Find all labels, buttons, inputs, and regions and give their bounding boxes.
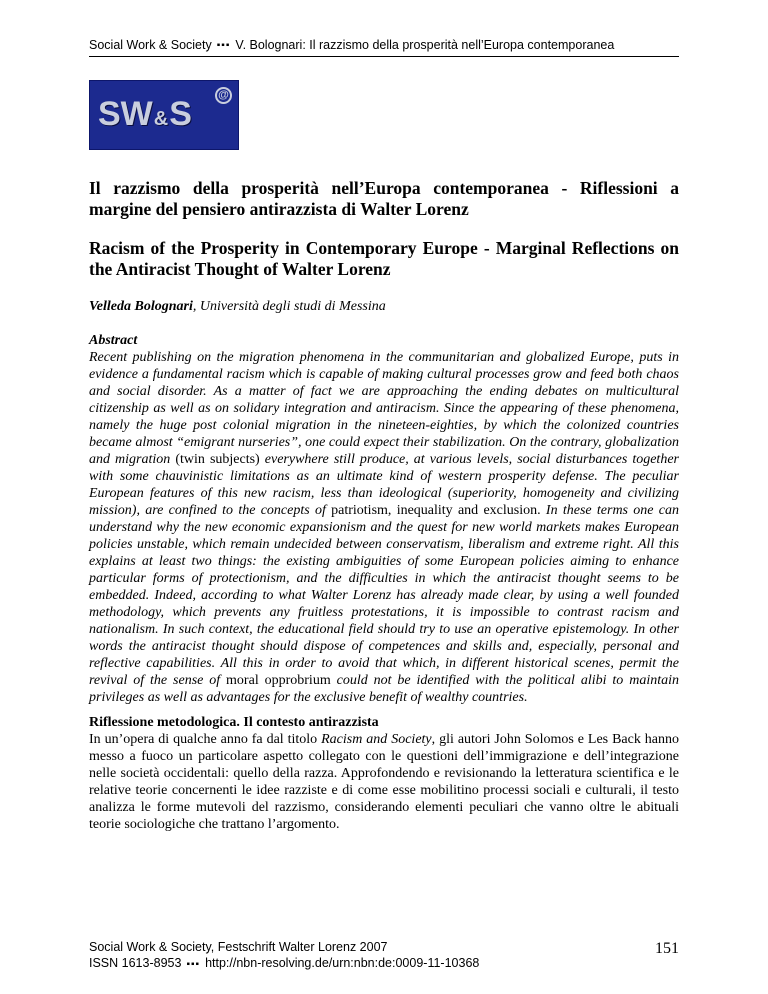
running-header: [89, 38, 679, 57]
journal-name: Social Work & Society: [89, 38, 212, 52]
abstract-heading: Abstract: [89, 333, 138, 348]
logo-s: S: [169, 95, 192, 133]
running-title: V. Bolognari: Il razzismo della prosperità nell’Europa contemporanea: [235, 38, 615, 52]
body-part-2: , gli autori John Solomos e Les Back hanno messo a fuoco un particolare aspetto collegato con le questioni dell’immigrazione e dell’integrazione nelle società occidentali: quello della razza. Approfondendo e revisionando la letteratura scientifica e le relative teorie concernenti le idee razziste e di come esse mobilitino processi sociali e culturali, il testo analizza le forme mutevoli del razzismo, considerando elementi peculiari che vanno oltre le abituali teorie sociologiche che trattano l’argomento.: [89, 732, 679, 832]
footer-line-2: [89, 955, 679, 973]
title-english: Racism of the Prosperity in Contemporary Europe - Marginal Reflections on the Antiracist Thought of Walter Lorenz: [89, 238, 679, 279]
page-number: 151: [655, 940, 679, 957]
body-part-1: In un’opera di qualche anno fa dal titolo: [89, 732, 322, 747]
section-heading: Riflessione metodologica. Il contesto antirazzista: [89, 715, 379, 730]
abstract-part-6: moral opprobrium: [226, 673, 331, 688]
issn: ISSN 1613-8953: [89, 956, 182, 970]
article-content: [89, 178, 679, 833]
author-affiliation: , Università degli studi di Messina: [192, 299, 386, 314]
abstract-part-7: could not be identified with the political alibi to maintain privileges as well as advantages for the exclusive benefit of wealthy countries.: [89, 673, 679, 705]
author-name: Velleda Bolognari: [89, 299, 193, 314]
logo-sw: SW: [98, 95, 153, 133]
logo-text: [98, 95, 192, 134]
footer-line-1: Social Work & Society, Festschrift Walter Lorenz 2007: [89, 940, 388, 954]
journal-logo: [89, 80, 239, 150]
at-icon: @: [215, 87, 232, 104]
title-italian: Il razzismo della prosperità nell’Europa contemporanea - Riflessioni a margine del pensiero antirazzista di Walter Lorenz: [89, 178, 679, 219]
abstract-part-1: Recent publishing on the migration phenomena in the communitarian and globalized Europe, puts in evidence a fundamental racism which is capable of making cultural processes grow and feed both chaos and social disorder. As a matter of fact we are approaching the ending debates on multicultural citizenship as well as on solidary integration and antiracism. Since the appearing of these phenomena, namely the huge post colonial migration in the nineteen-eighties, by which the colonized countries became almost “emigrant nurseries”, one could expect their stabilization. On the contrary, globalization and migration: [89, 350, 679, 467]
body-paragraph: [89, 731, 679, 833]
logo-amp: &: [153, 108, 169, 130]
footer-separator: ▪▪▪: [186, 959, 201, 970]
abstract-text: [89, 349, 679, 706]
urn-link[interactable]: http://nbn-resolving.de/urn:nbn:de:0009-11-10368: [205, 956, 480, 970]
abstract-part-2: (twin subjects): [175, 452, 260, 467]
abstract-part-4: patriotism, inequality and exclusion.: [331, 503, 541, 518]
header-separator: ▪▪▪: [216, 40, 231, 51]
abstract-part-3: everywhere still produce, at various levels, social disturbances together with some chauvinistic limitations as an ultimate kind of western prosperity defense. The peculiar European features of this new racism, less than ideological (superiority, homogeneity and civilizing mission), are confined to the concepts of: [89, 452, 679, 518]
author-line: [89, 298, 679, 315]
abstract-part-5: In these terms one can understand why the new economic expansionism and the quest for new world markets makes European policies unstable, which remain undecided between conservatism, liberalism and extreme right. All this explains at least two things: the existing ambiguities of some European policies aiming to enhance particular forms of protectionism, and the difficulties in which the antiracist thought seems to be embedded. Indeed, according to what Walter Lorenz has already made clear, by using a well founded methodology, which prevents any fruitless protestations, it is impossible to contrast racism and nationalism. In such context, the educational field should try to use an operative epistemology. In other words the antiracist thought should dispose of competences and skills and, especially, personal and reflective capabilities. All this in order to avoid that which, in different historical scenes, permit the revival of the sense of: [89, 503, 679, 688]
book-title: Racism and Society: [321, 732, 432, 747]
page-footer: [89, 939, 679, 973]
